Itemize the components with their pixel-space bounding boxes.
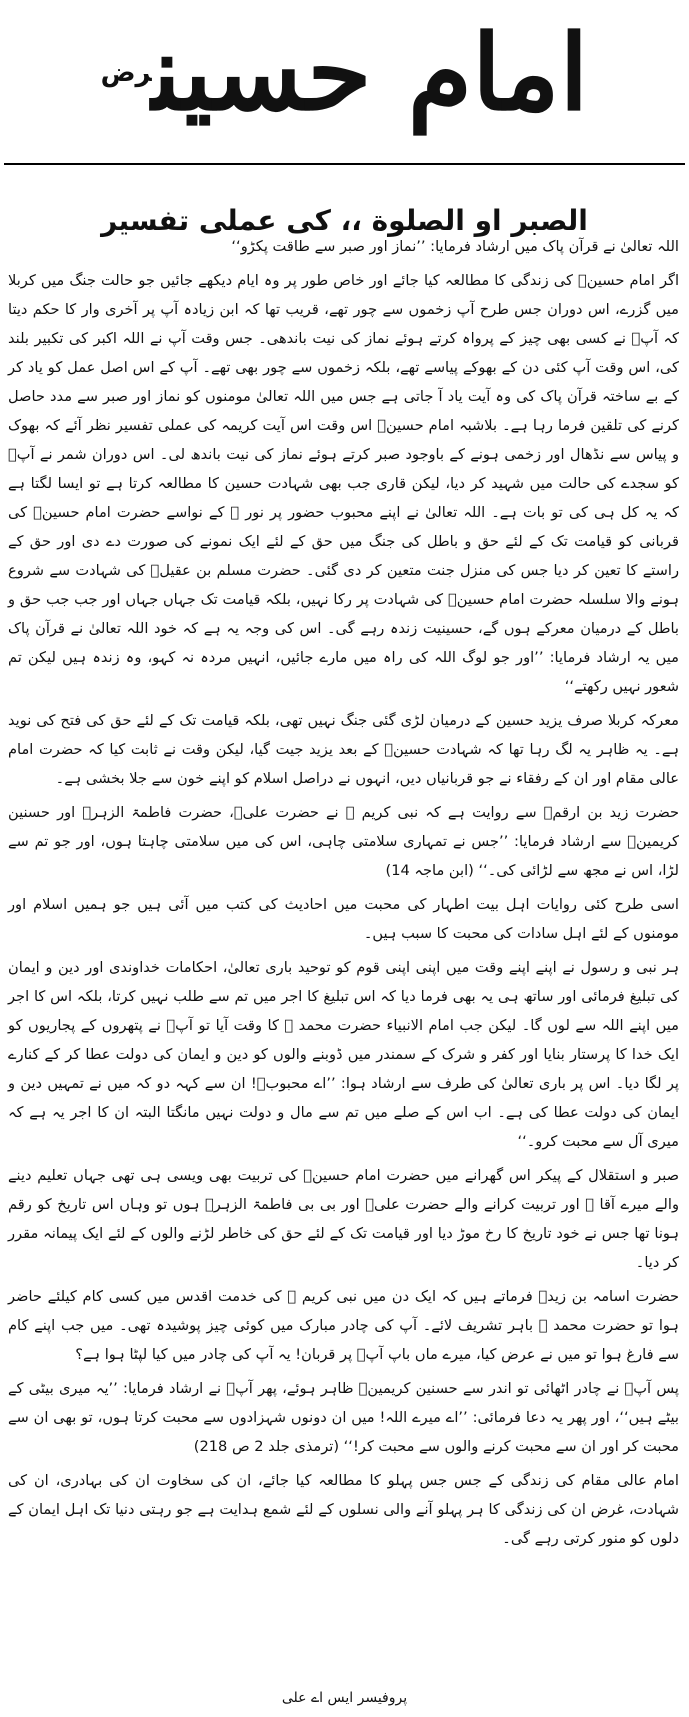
paragraph: اگر امام حسینؓ کی زندگی کا مطالعہ کیا جائے اور خاص طور پر وہ ایام دیکھے جائیں جو حالت جنگ میں کربلا میں گزرے، اس دوران جس طرح آپ زخموں سے چور تھے، قریب تھا کہ ابن زیادہ آپ پر آخری وار کا حکم دیتا کہ آپؓ نے کسی بھی چیز کے پرواہ کرتے ہوئے نماز کی نیت باندھی۔ جس وقت آپ نے اللہ اکبر کی تکبیر بلند کی، اس وقت آپ کئی دن کے بھوکے پیاسے تھے، بلکہ زخموں سے چور بھی تھے۔ آپ کے اس اصل عمل کو یاد کر کے بے ساختہ قرآن پاک کی وہ آیت یاد آ جاتی ہے جس میں اللہ تعالیٰ مومنوں کو نماز اور صبر سے مدد حاصل کرنے کی تلقین فرما رہا ہے۔ بلاشبہ امام حسینؓ اس وقت اس آیت کریمہ کی عملی تفسیر نظر آئے کہ بھوک و پیاس سے نڈھال اور زخمی ہونے کے باوجود صبر کرتے ہوئے نماز کی نیت باندھ لی۔ اس دوران شمر نے آپؓ کو سجدے کی حالت میں شہید کر دیا، لیکن قاری جب بھی شہادت حسین کا مطالعہ کرتا ہے تو ایسا لگتا ہے کہ یہ کل ہی کی تو بات ہے۔ اللہ تعالیٰ نے اپنے محبوب حضور پر نور ﷺ کے نواسے حضرت امام حسینؓ کی قربانی کو قیامت تک کے لئے حق و باطل کی جنگ میں حق کے لئے ایک نمونے کی صورت دے دی اور حق کے راستے کا تعین کر دیا جس کی منزل جنت متعین کر دی گئی۔ حضرت مسلم بن عقیلؓ کی شہادت سے شروع ہونے والا سلسلہ حضرت امام حسینؓ کی شہادت پر رکا نہیں، بلکہ قیامت تک جہاں جہاں اور جب جب حق و باطل کے درمیان معرکے ہوں گے، حسینیت زندہ رہے گی۔ اس کی وجہ یہ ہے کہ خود اللہ تعالیٰ نے قرآن پاک میں یہ ارشاد فرمایا: ’’اور جو لوگ اللہ کی راہ میں مارے جائیں، انہیں مردہ نہ کہو، وہ زندہ ہیں لیکن تم شعور نہیں رکھتے‘‘ <box>8 272 679 695</box>
honorific: رض <box>100 58 152 88</box>
paragraph: اسی طرح کئی روایات اہل بیت اطہار کی محبت میں احادیث کی کتب میں آئی ہیں جو ہمیں اسلام اور مومنوں کے لئے اہل سادات کی محبت کا سبب ہیں۔ <box>8 896 679 942</box>
paragraph: اللہ تعالیٰ نے قرآن پاک میں ارشاد فرمایا: ’’نماز اور صبر سے طاقت پکڑو‘‘ <box>231 238 679 255</box>
paragraph: پس آپؐ نے چادر اٹھائی تو اندر سے حسنین کریمینؓ ظاہر ہوئے، پھر آپؐ نے ارشاد فرمایا: ’’یہ میری بیٹی کے بیٹے ہیں‘‘، اور پھر یہ دعا فرمائی: ’’اے میرے اللہ! میں ان دونوں شہزادوں سے محبت کرتا ہوں، تو بھی ان سے محبت کر اور ان سے محبت کرنے والوں سے محبت کر!‘‘ (ترمذی جلد 2 ص 218) <box>8 1380 679 1455</box>
paragraph: حضرت اسامہ بن زیدؓ فرماتے ہیں کہ ایک دن میں نبی کریم ﷺ کی خدمت اقدس میں کسی کام کیلئے حاضر ہوا تو حضرت محمد ﷺ باہر تشریف لائے۔ آپ کی چادر مبارک میں کوئی چیز پوشیدہ تھی۔ میں جب اپنے کام سے فارغ ہوا تو میں نے عرض کیا، میرے ماں باپ آپؐ پر قربان! یہ آپ کی چادر میں کیا لپٹا ہوا ہے؟ <box>8 1288 679 1363</box>
subtitle: الصبر او الصلوة ،، کی عملی تفسیر <box>101 204 588 238</box>
title-divider <box>4 163 685 165</box>
paragraph: معرکہ کربلا صرف یزید حسین کے درمیان لڑی گئی جنگ نہیں تھی، بلکہ قیامت تک کے لئے حق کی فتح کی نوید ہے۔ یہ ظاہر یہ لگ رہا تھا کہ شہادت حسینؓ کے بعد یزید جیت گیا، لیکن وقت نے ثابت کیا کہ حضرت امام عالی مقام اور ان کے رفقاء نے جو قربانیاں دیں، انہوں نے دراصل اسلام کو اپنے خون سے جلا بخشی ہے۔ <box>8 712 679 787</box>
paragraph: ہر نبی و رسول نے اپنے اپنے وقت میں اپنی اپنی قوم کو توحید باری تعالیٰ، احکامات خداوندی اور دین و ایمان کی تبلیغ فرمائی اور ساتھ ہی یہ بھی فرما دیا کہ اس تبلیغ کا اجر میں تم سے طلب نہیں کرتا، بلکہ اس کا اجر میں اپنے اللہ سے لوں گا۔ لیکن جب امام الانبیاء حضرت محمد ﷺ کا وقت آیا تو آپؐ نے پتھروں کے پجاریوں کو ایک خدا کا پرستار بنایا اور کفر و شرک کے سمندر میں ڈوبنے والوں کو دین و ایمان کی دولت عطا کر کے کنارے پر لگا دیا۔ اس پر باری تعالیٰ کی طرف سے ارشاد ہوا: ’’اے محبوبؐ! ان سے کہہ دو کہ میں نے تمہیں دین و ایمان کی دولت عطا کی ہے۔ اب اس کے صلے میں تم سے مال و دولت نہیں مانگتا البتہ ان کا اجر یہ ہے کہ میری آل سے محبت کرو۔‘‘ <box>8 959 679 1150</box>
main-title-text: امام حسین <box>151 11 589 134</box>
paragraph: صبر و استقلال کے پیکر اس گھرانے میں حضرت امام حسینؓ کی تربیت بھی ویسی ہی تھی جہاں تعلیم دینے والے میرے آقا ﷺ اور تربیت کرانے والے حضرت علیؓ اور بی بی فاطمۃ الزہرؓ ہوں تو وہاں اس تاریخ کو رقم ہونا تھا جس نے خود تاریخ کا رخ موڑ دیا اور قیامت تک کے لئے حق کی خاطر لڑنے والوں کے لئے ایک پیمانہ مقرر کر دیا۔ <box>8 1167 679 1271</box>
paragraph: حضرت زید بن ارقمؓ سے روایت ہے کہ نبی کریم ﷺ نے حضرت علیؓ، حضرت فاطمۃ الزہرؓ اور حسنین کریمینؓ سے ارشاد فرمایا: ’’جس نے تمہاری سلامتی چاہی، اس کی میں سلامتی چاہتا ہوں، اور جو تم سے لڑا، اس نے مجھ سے لڑائی کی۔‘‘ (ابن ماجہ 14) <box>8 804 679 879</box>
masthead <box>0 0 689 160</box>
main-title <box>0 0 689 138</box>
paragraph: امام عالی مقام کی زندگی کے جس جس پہلو کا مطالعہ کیا جائے، ان کی سخاوت ان کی بہادری، ان کی شہادت، غرض ان کی زندگی کا ہر پہلو آنے والی نسلوں کے لئے شمع ہدایت ہے جو رہتی دنیا تک اہل ایمان کے دلوں کو منور کرتی رہے گی۔ <box>8 1472 679 1547</box>
author-byline: پروفیسر ایس اے علی <box>281 1690 408 1706</box>
article-body <box>8 232 679 1558</box>
